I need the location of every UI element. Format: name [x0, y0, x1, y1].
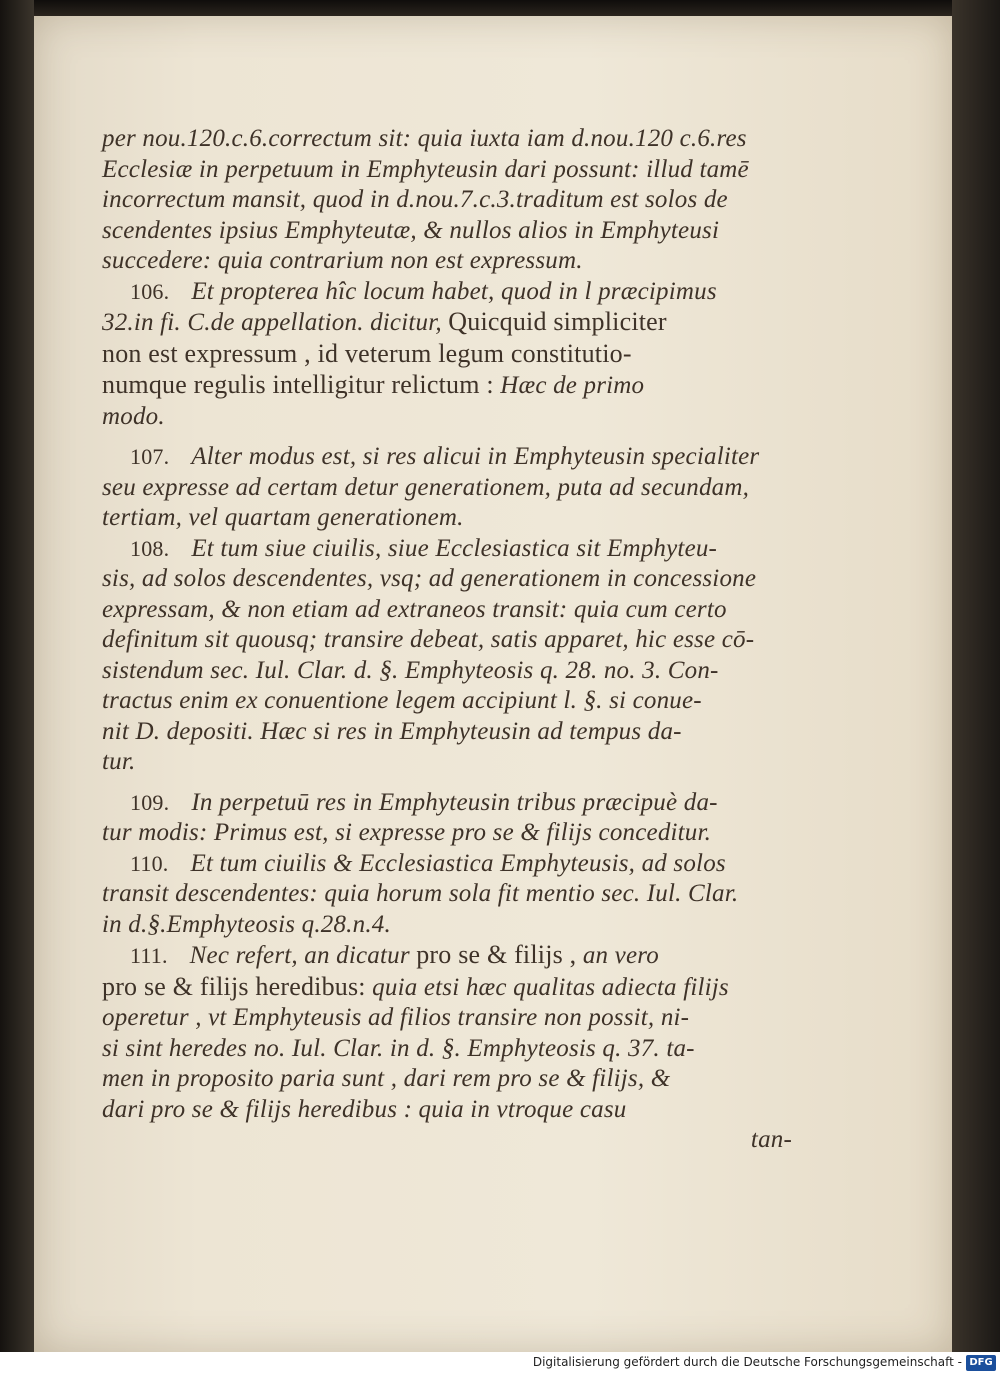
line-text: 32.in fi. C.de appellation. dicitur, — [102, 309, 442, 336]
line-text: Et tum ciuilis & Ecclesiastica Emphyteusis, ad solos — [190, 849, 726, 877]
paragraph-number: 106. — [130, 278, 170, 304]
text-line — [102, 1034, 792, 1065]
line-text: scendentes ipsius Emphyteutæ, & nullos alios in Emphyteusi — [102, 216, 720, 244]
text-line — [102, 717, 792, 748]
line-text-roman: Quicquid simpliciter — [448, 307, 667, 336]
line-text: Et propterea hîc locum habet, quod in l præcipimus — [191, 277, 717, 305]
text-line — [102, 972, 792, 1004]
paragraph-number: 111. — [130, 943, 168, 968]
text-line — [102, 564, 792, 595]
line-text: In perpetuū res in Emphyteusin tribus præcipuè da- — [191, 788, 718, 816]
line-text: men in proposito paria sunt , dari rem pro se & filijs, & — [102, 1065, 671, 1092]
line-text: quia etsi hæc qualitas adiecta filijs — [372, 973, 729, 1001]
text-line — [102, 910, 792, 941]
line-text: sis, ad solos descendentes, vsq; ad generationem in concessione — [102, 565, 757, 592]
catchword — [102, 1125, 792, 1156]
paragraph-gap — [102, 778, 792, 788]
scan-edge-left — [0, 0, 34, 1352]
line-text: si sint heredes no. Iul. Clar. in d. §. Emphyteosis q. 37. ta- — [102, 1034, 695, 1062]
text-line — [102, 849, 792, 880]
text-line — [102, 339, 792, 371]
line-text: incorrectum mansit, quod in d.nou.7.c.3.traditum est solos de — [102, 186, 728, 213]
text-line — [102, 155, 792, 186]
line-text: nit D. depositi. Hæc si res in Emphyteusin ad tempus da- — [102, 717, 682, 745]
line-text: expressam, & non etiam ad extraneos transit: quia cum certo — [102, 595, 727, 623]
text-line — [102, 124, 792, 155]
line-text: tractus enim ex conuentione legem accipiunt l. §. si conue- — [102, 687, 702, 714]
line-text: dari pro se & filijs heredibus : quia in vtroque casu — [102, 1095, 627, 1123]
text-line — [102, 1095, 792, 1126]
text-line — [102, 307, 792, 339]
text-line — [102, 442, 792, 473]
text-line — [102, 879, 792, 910]
text-line — [102, 246, 792, 277]
paragraph-number: 109. — [130, 789, 170, 815]
line-text: Et tum siue ciuilis, siue Ecclesiastica sit Emphyteu- — [191, 534, 718, 562]
footer-bar — [0, 1352, 1000, 1374]
line-text: seu expresse ad certam detur generationem, puta ad secundam, — [102, 473, 750, 501]
text-line — [102, 1064, 792, 1095]
text-line — [102, 595, 792, 626]
scan-edge-top — [0, 0, 1000, 16]
text-line — [102, 402, 792, 433]
line-text: Alter modus est, si res alicui in Emphyteusin specialiter — [191, 443, 760, 470]
line-text: transit descendentes: quia horum sola fit mentio sec. Iul. Clar. — [102, 880, 739, 907]
text-line — [102, 370, 792, 402]
text-line — [102, 534, 792, 565]
scan-edge-right — [952, 0, 1000, 1352]
text-line — [102, 277, 792, 308]
line-text: tertiam, vel quartam generationem. — [102, 504, 464, 531]
line-text: in d.§.Emphyteosis q.28.n.4. — [102, 910, 391, 938]
text-line — [102, 818, 792, 849]
line-text: Nec refert, an dicatur — [189, 942, 410, 969]
line-text-roman: non est expressum , id veterum legum constitutio- — [102, 338, 632, 368]
line-text: per nou.120.c.6.correctum sit: quia iuxta iam d.nou.120 c.6.res — [102, 125, 747, 152]
text-line — [102, 1003, 792, 1034]
dfg-logo: DFG — [966, 1355, 996, 1371]
footer-credit: Digitalisierung gefördert durch die Deutsche Forschungsgemeinschaft - — [532, 1355, 962, 1369]
line-text: tur modis: Primus est, si expresse pro se & filijs conceditur. — [102, 819, 712, 846]
line-text: operetur , vt Emphyteusis ad filios transire non possit, ni- — [102, 1004, 690, 1031]
text-line — [102, 656, 792, 687]
text-line — [102, 686, 792, 717]
line-text: tur. — [102, 748, 136, 775]
line-text: an vero — [582, 942, 659, 969]
book-page — [34, 16, 952, 1352]
text-line — [102, 185, 792, 216]
line-text: modo. — [102, 402, 165, 430]
paragraph-number: 108. — [130, 535, 170, 561]
line-text: Ecclesiæ in perpetuum in Emphyteusin dari possunt: illud tamē — [102, 155, 749, 183]
paragraph-gap — [102, 432, 792, 442]
text-line — [102, 473, 792, 504]
page-text — [102, 124, 792, 1156]
line-text: sistendum sec. Iul. Clar. d. §. Emphyteosis q. 28. no. 3. Con- — [102, 656, 719, 684]
line-text: succedere: quia contrarium non est expressum. — [102, 247, 583, 274]
text-line — [102, 788, 792, 819]
line-text: Hæc de primo — [500, 372, 645, 399]
text-line — [102, 216, 792, 247]
line-text-roman: pro se & filijs heredibus: — [102, 971, 366, 1001]
line-text: definitum sit quousq; transire debeat, satis apparet, hic esse cō- — [102, 626, 755, 653]
line-text-roman: pro se & filijs , — [416, 940, 577, 969]
line-text-roman: numque regulis intelligitur relictum : — [102, 370, 494, 399]
text-line — [102, 747, 792, 778]
paragraph-number: 110. — [130, 850, 169, 876]
catchword-text: tan- — [750, 1126, 792, 1153]
text-line — [102, 625, 792, 656]
text-line — [102, 940, 792, 972]
paragraph-number: 107. — [130, 444, 170, 469]
text-line — [102, 503, 792, 534]
